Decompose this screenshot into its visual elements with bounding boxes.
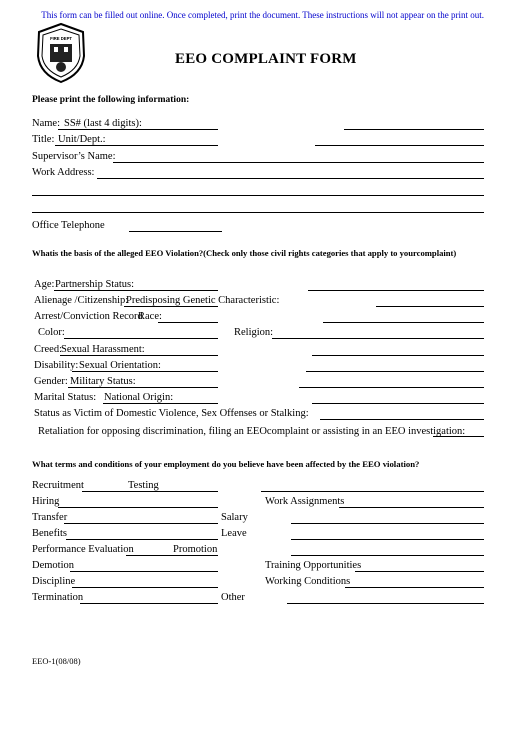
religion-field[interactable]	[272, 338, 484, 339]
leave-label: Leave	[221, 528, 247, 539]
marital-label: Marital Status:	[34, 392, 97, 403]
salary-label: Salary	[221, 512, 248, 523]
termination-label: Termination	[32, 592, 84, 603]
race-field[interactable]	[158, 322, 218, 323]
partnership-field[interactable]	[54, 290, 218, 291]
arrest-label: Arrest/Conviction Record	[34, 311, 143, 322]
performance-label: Performance Evaluation	[32, 544, 134, 555]
retaliation-label: Retaliation for opposing discrimination, filing an EEOcomplaint or assisting in an EEO investigation:	[38, 426, 466, 437]
address-field-2[interactable]	[32, 195, 484, 196]
supervisor-label: Supervisor’s Name:	[32, 151, 116, 162]
promotion-label: Promotion	[173, 544, 218, 555]
hiring-label: Hiring	[32, 496, 60, 507]
military-field[interactable]	[68, 387, 218, 388]
military-label: Military Status:	[70, 376, 136, 387]
testing-label: Testing	[128, 480, 159, 491]
partnership-label: Partnership Status:	[55, 279, 135, 290]
benefits-field[interactable]	[66, 539, 218, 540]
alienage-field[interactable]	[376, 306, 484, 307]
creed-field[interactable]	[312, 355, 484, 356]
working-conditions-field[interactable]	[345, 587, 484, 588]
work-assignments-field[interactable]	[339, 507, 484, 508]
disability-label: Disability:	[34, 360, 79, 371]
name-label: Name:	[32, 118, 60, 129]
address-field-1[interactable]	[97, 178, 484, 179]
orientation-field[interactable]	[72, 371, 218, 372]
national-label: National Origin:	[104, 392, 174, 403]
national-field[interactable]	[103, 403, 218, 404]
disability-field[interactable]	[306, 371, 484, 372]
salary-field[interactable]	[291, 523, 484, 524]
testing-field[interactable]	[261, 491, 484, 492]
alienage-label: Alienage /Citizenship:	[34, 295, 129, 306]
harassment-label: Sexual Harassment:	[61, 344, 145, 355]
section1-heading: Please print the following information:	[32, 95, 190, 105]
section2-heading: Whatis the basis of the alleged EEO Violation?(Check only those civil rights categories that apply to yourcomplaint)	[32, 248, 457, 258]
title-label: Title:	[32, 134, 55, 145]
gender-label: Gender:	[34, 376, 68, 387]
form-number: EEO-1(08/08)	[32, 656, 81, 666]
orientation-label: Sexual Orientation:	[79, 360, 161, 371]
color-field[interactable]	[64, 338, 218, 339]
promotion-field[interactable]	[291, 555, 484, 556]
fire-department-seal-icon	[34, 22, 88, 84]
training-field[interactable]	[355, 571, 484, 572]
section3-heading: What terms and conditions of your employment do you believe have been affected by the EEO violation?	[32, 459, 420, 469]
leave-field[interactable]	[291, 539, 484, 540]
unit-field[interactable]	[55, 145, 218, 146]
other-field[interactable]	[287, 603, 484, 604]
predisposing-field[interactable]	[124, 306, 218, 307]
name-field[interactable]	[344, 129, 484, 130]
hiring-field[interactable]	[58, 507, 218, 508]
termination-field[interactable]	[80, 603, 218, 604]
other-label: Other	[221, 592, 245, 603]
creed-label: Creed:	[34, 344, 62, 355]
age-label: Age:	[34, 279, 55, 290]
marital-field[interactable]	[312, 403, 484, 404]
demotion-label: Demotion	[32, 560, 74, 571]
svg-text:FIRE DEPT: FIRE DEPT	[50, 36, 72, 41]
ss-label: SS# (last 4 digits):	[64, 118, 142, 129]
harassment-field[interactable]	[60, 355, 218, 356]
predisposing-label: Predisposing Genetic Characteristic:	[126, 295, 280, 306]
transfer-label: Transfer	[32, 512, 68, 523]
discipline-field[interactable]	[72, 587, 218, 588]
address-label: Work Address:	[32, 167, 95, 178]
work-assignments-label: Work Assignments	[265, 496, 345, 507]
unit-label: Unit/Dept.:	[58, 134, 106, 145]
transfer-field[interactable]	[64, 523, 218, 524]
arrest-field[interactable]	[323, 322, 484, 323]
training-label: Training Opportunities	[265, 560, 362, 571]
phone-label: Office Telephone	[32, 220, 105, 231]
retaliation-field[interactable]	[433, 436, 484, 437]
discipline-label: Discipline	[32, 576, 76, 587]
age-field[interactable]	[308, 290, 484, 291]
race-label: Race:	[138, 311, 162, 322]
instructions-text: This form can be filled out online. Once completed, print the document. These instructions will not appear on the print out.	[41, 10, 484, 20]
victim-label: Status as Victim of Domestic Violence, Sex Offenses or Stalking:	[34, 408, 309, 419]
victim-field[interactable]	[320, 419, 484, 420]
phone-field[interactable]	[129, 231, 222, 232]
form-title: EEO COMPLAINT FORM	[175, 51, 357, 67]
supervisor-field[interactable]	[113, 162, 484, 163]
demotion-field[interactable]	[70, 571, 218, 572]
address-field-3[interactable]	[32, 212, 484, 213]
religion-label: Religion:	[234, 327, 274, 338]
color-label: Color:	[38, 327, 65, 338]
gender-field[interactable]	[299, 387, 484, 388]
title-field[interactable]	[315, 145, 484, 146]
recruitment-label: Recruitment	[32, 480, 84, 491]
benefits-label: Benefits	[32, 528, 67, 539]
working-conditions-label: Working Conditions	[265, 576, 351, 587]
ss-field[interactable]	[58, 129, 218, 130]
